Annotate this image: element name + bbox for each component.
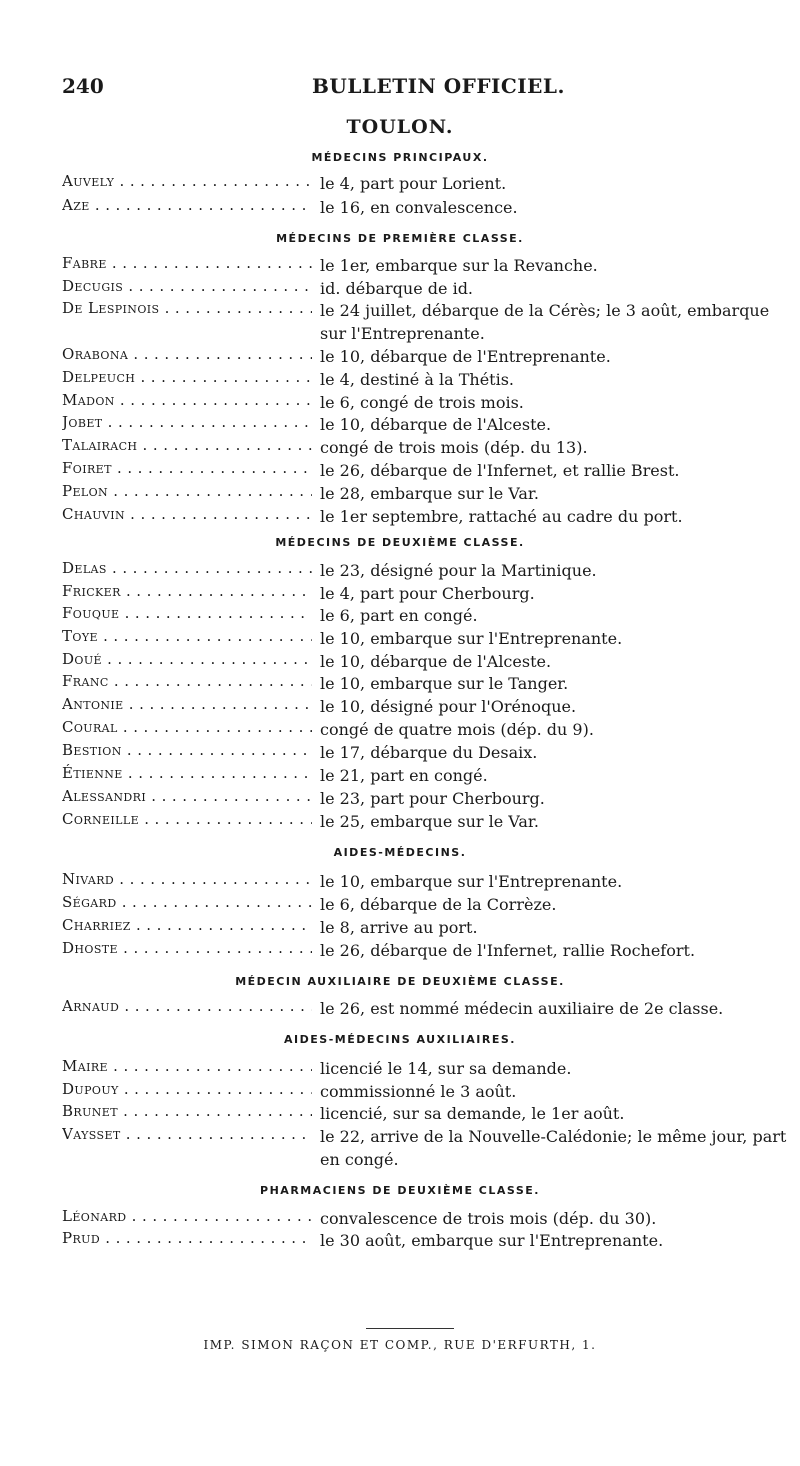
entry-row	[62, 650, 782, 674]
entry-name: Fricker . . .	[62, 582, 312, 600]
entry-name: Delpeuch . . .	[62, 368, 312, 386]
entry-row	[62, 482, 782, 506]
entry-name: Foiret . . .	[62, 459, 312, 477]
entry-name: Prud . . .	[62, 1229, 312, 1247]
entry-name: Aze . . .	[62, 196, 312, 214]
entry-row	[62, 345, 782, 369]
entry-text: le 8, arrive au port.	[320, 918, 478, 937]
entry-text: convalescence de trois mois (dép. du 30).	[320, 1209, 657, 1228]
entry-text: le 6, débarque de la Corrèze.	[320, 895, 557, 914]
entry-text: le 17, débarque du Desaix.	[320, 743, 538, 762]
section-heading: MÉDECIN AUXILIAIRE DE DEUXIÈME CLASSE.	[235, 975, 565, 988]
entry-row	[62, 939, 782, 963]
entry-name: Orabona . . .	[62, 345, 312, 363]
entry-name: Bestion . . .	[62, 741, 312, 759]
entry-name: Toye . . .	[62, 627, 312, 645]
entry-name: Charriez . . .	[62, 916, 312, 934]
entry-row	[62, 1102, 782, 1126]
entry-row	[62, 787, 782, 811]
entry-name: Pelon . . .	[62, 482, 312, 500]
entry-text: congé de quatre mois (dép. du 9).	[320, 720, 594, 739]
entry-text: le 6, part en congé.	[320, 606, 478, 625]
entry-row	[62, 627, 782, 651]
entry-row	[62, 459, 782, 483]
footer-rule	[366, 1328, 454, 1329]
entry-row	[62, 604, 782, 628]
entry-text: congé de trois mois (dép. du 13).	[320, 438, 588, 457]
page-number: 240	[62, 74, 104, 98]
entry-text: le 1er, embarque sur la Revanche.	[320, 256, 598, 275]
entry-text: le 10, débarque de l'Alceste.	[320, 652, 552, 671]
entry-name: Talairach . . .	[62, 436, 312, 454]
entry-row	[62, 870, 782, 894]
entry-row	[62, 559, 782, 583]
entry-name: Auvely . . .	[62, 172, 312, 190]
entry-text: commissionné le 3 août.	[320, 1082, 517, 1101]
entry-text: le 24 juillet, débarque de la Cérès; le 3 août, embarque sur l'Entreprenante.	[320, 301, 770, 343]
section-heading: PHARMACIENS DE DEUXIÈME CLASSE.	[260, 1184, 540, 1197]
entry-text: licencié le 14, sur sa demande.	[320, 1059, 572, 1078]
entry-text: le 26, est nommé médecin auxiliaire de 2e classe.	[320, 999, 724, 1018]
entry-text: le 26, débarque de l'Infernet, rallie Rochefort.	[320, 941, 696, 960]
entry-text: le 30 août, embarque sur l'Entreprenante.	[320, 1231, 664, 1250]
entry-text: le 1er septembre, rattaché au cadre du port.	[320, 507, 683, 526]
entry-name: Léonard . . .	[62, 1207, 312, 1225]
entry-row	[62, 413, 782, 437]
entry-row	[62, 299, 782, 345]
entry-row	[62, 368, 782, 392]
entry-row	[62, 254, 782, 278]
entry-name: Fabre . . .	[62, 254, 312, 272]
entry-name: Brunet . . .	[62, 1102, 312, 1120]
city-heading: TOULON.	[346, 116, 454, 138]
entry-row	[62, 436, 782, 460]
entry-name: Vaysset . . .	[62, 1125, 312, 1143]
entry-name: Antonie . . .	[62, 695, 312, 713]
entry-name: Dhoste . . .	[62, 939, 312, 957]
entry-name: Maire . . .	[62, 1057, 312, 1075]
section-heading: MÉDECINS DE PREMIÈRE CLASSE.	[276, 232, 524, 245]
entry-row	[62, 505, 782, 529]
section-heading: AIDES-MÉDECINS AUXILIAIRES.	[284, 1033, 516, 1046]
entry-name: Madon . . .	[62, 391, 312, 409]
printer-imprint: IMP. SIMON RAÇON ET COMP., RUE D'ERFURTH, 1.	[203, 1338, 597, 1352]
entry-text: le 28, embarque sur le Var.	[320, 484, 539, 503]
entry-name: Doué . . .	[62, 650, 312, 668]
entry-row	[62, 1080, 782, 1104]
entry-name: Nivard . . .	[62, 870, 312, 888]
entry-text: le 25, embarque sur le Var.	[320, 812, 539, 831]
entry-row	[62, 893, 782, 917]
entry-name: Delas . . .	[62, 559, 312, 577]
entry-row	[62, 196, 782, 220]
entry-text: licencié, sur sa demande, le 1er août.	[320, 1104, 625, 1123]
section-heading: MÉDECINS DE DEUXIÈME CLASSE.	[275, 536, 525, 549]
entry-row	[62, 810, 782, 834]
entry-name: Coural . . .	[62, 718, 312, 736]
entry-text: le 10, embarque sur l'Entreprenante.	[320, 629, 623, 648]
entry-name: Jobet . . .	[62, 413, 312, 431]
entry-row	[62, 582, 782, 606]
entry-text: le 23, part pour Cherbourg.	[320, 789, 545, 808]
entry-text: le 10, débarque de l'Alceste.	[320, 415, 552, 434]
section-heading: MÉDECINS PRINCIPAUX.	[311, 151, 489, 164]
entry-text: id. débarque de id.	[320, 279, 474, 298]
entry-text: le 4, part pour Cherbourg.	[320, 584, 535, 603]
entry-row	[62, 1057, 782, 1081]
entry-text: le 21, part en congé.	[320, 766, 488, 785]
entry-row	[62, 1125, 787, 1171]
running-title: BULLETIN OFFICIEL.	[312, 74, 565, 98]
entry-text: le 6, congé de trois mois.	[320, 393, 524, 412]
entry-row	[62, 695, 782, 719]
entry-text: le 23, désigné pour la Martinique.	[320, 561, 597, 580]
entry-row	[62, 277, 782, 301]
entry-name: Fouque . . .	[62, 604, 312, 622]
entry-text: le 4, part pour Lorient.	[320, 174, 507, 193]
entry-name: Corneille . . .	[62, 810, 312, 828]
entry-row	[62, 1207, 782, 1231]
entry-text: le 10, désigné pour l'Orénoque.	[320, 697, 577, 716]
entry-row	[62, 764, 782, 788]
entry-text: le 10, embarque sur le Tanger.	[320, 674, 569, 693]
entry-name: Decugis . . .	[62, 277, 312, 295]
section-heading: AIDES-MÉDECINS.	[333, 846, 467, 859]
entry-text: le 10, embarque sur l'Entreprenante.	[320, 872, 623, 891]
entry-name: Étienne . . .	[62, 764, 312, 782]
entry-row	[62, 672, 782, 696]
entry-row	[62, 741, 782, 765]
entry-text: le 10, débarque de l'Entreprenante.	[320, 347, 611, 366]
entry-name: Alessandri . . .	[62, 787, 312, 805]
entry-name: Ségard . . .	[62, 893, 312, 911]
entry-name: Chauvin . . .	[62, 505, 312, 523]
entry-row	[62, 916, 782, 940]
entry-row	[62, 718, 782, 742]
entry-text: le 22, arrive de la Nouvelle-Calédonie; le même jour, part en congé.	[320, 1127, 787, 1169]
entry-text: le 26, débarque de l'Infernet, et rallie Brest.	[320, 461, 680, 480]
entry-row	[62, 172, 782, 196]
entry-row	[62, 997, 782, 1021]
entry-text: le 4, destiné à la Thétis.	[320, 370, 515, 389]
entry-row	[62, 1229, 782, 1253]
entry-name: Dupouy . . .	[62, 1080, 312, 1098]
entry-name: De Lespinois . . .	[62, 299, 312, 317]
entry-name: Franc . . .	[62, 672, 312, 690]
entry-row	[62, 391, 782, 415]
entry-text: le 16, en convalescence.	[320, 198, 518, 217]
entry-name: Arnaud . . .	[62, 997, 312, 1015]
